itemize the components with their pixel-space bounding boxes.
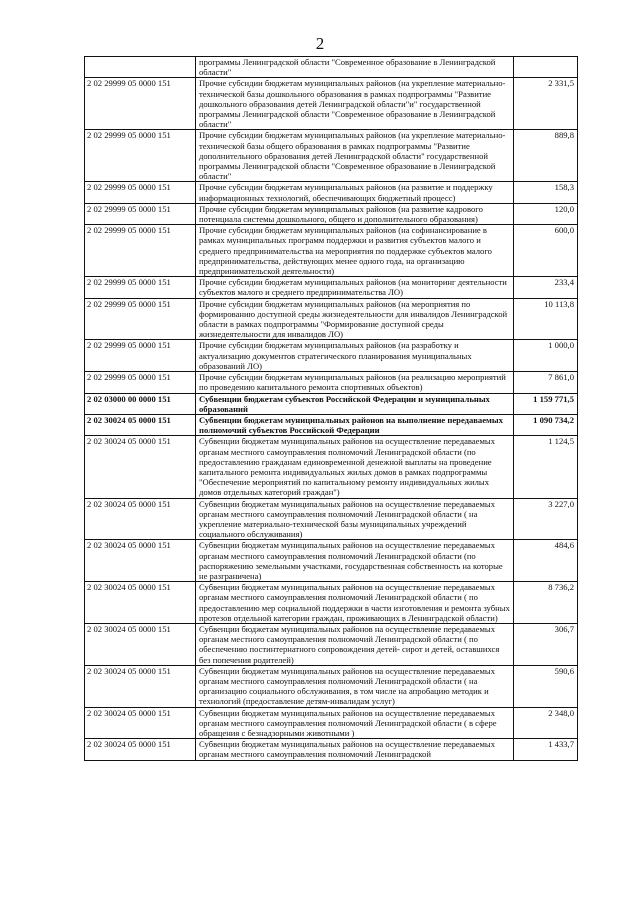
amount-cell: 120,0: [514, 203, 578, 224]
table-row: [85, 414, 578, 435]
description-cell: Прочие субсидии бюджетам муниципальных районов (на мониторинг деятельности субъектов малого и среднего предпринимательства ЛО): [196, 277, 514, 298]
amount-cell: 1 090 734,2: [514, 414, 578, 435]
budget-code-cell: 2 02 30024 05 0000 151: [85, 665, 196, 707]
description-cell: Субвенции бюджетам муниципальных районов на осуществление передаваемых органам местного самоуправления полномочий Ленинградской: [196, 739, 514, 760]
amount-cell: 889,8: [514, 130, 578, 182]
amount-cell: 600,0: [514, 225, 578, 277]
table-row: [85, 498, 578, 540]
description-cell: Прочие субсидии бюджетам муниципальных районов (на софинансирование в рамках муниципальных программ поддержки и развития субъектов малого и среднего предпринимательства на мероприятия по поддержке субъектов малого предпринимательства, действующих менее одного года, на организацию предпринимательской деятельности): [196, 225, 514, 277]
table-row: [85, 130, 578, 182]
budget-code-cell: [85, 57, 196, 78]
amount-cell: 158,3: [514, 182, 578, 203]
description-cell: Прочие субсидии бюджетам муниципальных районов (на укрепление материально-технической базы общего образования в рамках подпрограммы "Развитие дополнительного образования детей Ленинградской области" государственной программы Ленинградской области "Современное образование в Ленинградской области": [196, 130, 514, 182]
amount-cell: 484,6: [514, 540, 578, 582]
budget-code-cell: 2 02 29999 05 0000 151: [85, 298, 196, 340]
table-row: [85, 57, 578, 78]
budget-code-cell: 2 02 30024 05 0000 151: [85, 498, 196, 540]
table-row: [85, 540, 578, 582]
budget-code-cell: 2 02 29999 05 0000 151: [85, 78, 196, 130]
budget-code-cell: 2 02 30024 05 0000 151: [85, 623, 196, 665]
budget-code-cell: 2 02 29999 05 0000 151: [85, 340, 196, 372]
table-row: [85, 78, 578, 130]
table-body: [85, 57, 578, 761]
budget-code-cell: 2 02 29999 05 0000 151: [85, 203, 196, 224]
table-row: [85, 182, 578, 203]
description-cell: Субвенции бюджетам муниципальных районов на осуществление передаваемых органам местного самоуправления полномочий Ленинградской области ( на укрепление материально-технической базы муниципальных учреждений социального обслуживания): [196, 498, 514, 540]
budget-code-cell: 2 02 30024 05 0000 151: [85, 707, 196, 739]
amount-cell: 306,7: [514, 623, 578, 665]
description-cell: Прочие субсидии бюджетам муниципальных районов (на разработку и актуализацию документов стратегического планирования муниципальных образований ЛО): [196, 340, 514, 372]
amount-cell: 1 000,0: [514, 340, 578, 372]
amount-cell: 3 227,0: [514, 498, 578, 540]
amount-cell: 233,4: [514, 277, 578, 298]
budget-code-cell: 2 02 30024 05 0000 151: [85, 582, 196, 624]
table-row: [85, 203, 578, 224]
amount-cell: 7 861,0: [514, 372, 578, 393]
amount-cell: 1 124,5: [514, 436, 578, 498]
table-row: [85, 340, 578, 372]
table-row: [85, 298, 578, 340]
budget-code-cell: 2 02 30024 05 0000 151: [85, 436, 196, 498]
description-cell: Прочие субсидии бюджетам муниципальных районов (на развитие и поддержку информационных технологий, обеспечивающих бюджетный процесс): [196, 182, 514, 203]
amount-cell: 1 433,7: [514, 739, 578, 760]
amount-cell: 2 348,0: [514, 707, 578, 739]
amount-cell: [514, 57, 578, 78]
table-row: [85, 707, 578, 739]
page-number: 2: [315, 34, 325, 53]
budget-code-cell: 2 02 29999 05 0000 151: [85, 372, 196, 393]
table-row: [85, 277, 578, 298]
revenue-table: [84, 56, 578, 761]
table-row: [85, 436, 578, 498]
budget-code-cell: 2 02 30024 05 0000 151: [85, 540, 196, 582]
description-cell: Субвенции бюджетам муниципальных районов на осуществление передаваемых органам местного самоуправления полномочий Ленинградской области ( по предоставлению мер социальной поддержки в части изготовления и ремонта зубных протезов отдельной категории граждан, проживающих в Ленинградской области): [196, 582, 514, 624]
description-cell: Субвенции бюджетам муниципальных районов на осуществление передаваемых органам местного самоуправления полномочий Ленинградской области (по предоставлению гражданам единовременной денежной выплаты на проведение капитального ремонта индивидуальных жилых домов в рамках подпрограммы "Обеспечение мероприятий по капитальному ремонту индивидуальных жилых домов отдельных категорий граждан"): [196, 436, 514, 498]
description-cell: программы Ленинградской области "Современное образование в Ленинградской области": [196, 57, 514, 78]
amount-cell: 2 331,5: [514, 78, 578, 130]
description-cell: Субвенции бюджетам субъектов Российской Федерации и муниципальных образований: [196, 393, 514, 414]
description-cell: Прочие субсидии бюджетам муниципальных районов (на реализацию мероприятий по проведению капитального ремонта спортивных объектов): [196, 372, 514, 393]
amount-cell: 8 736,2: [514, 582, 578, 624]
table-row: [85, 582, 578, 624]
budget-code-cell: 2 02 29999 05 0000 151: [85, 225, 196, 277]
table-row: [85, 225, 578, 277]
table-row: [85, 739, 578, 760]
table-row: [85, 665, 578, 707]
description-cell: Субвенции бюджетам муниципальных районов на осуществление передаваемых органам местного самоуправления полномочий Ленинградской области ( в сфере обращения с безнадзорными животными ): [196, 707, 514, 739]
budget-code-cell: 2 02 03000 00 0000 151: [85, 393, 196, 414]
amount-cell: 10 113,8: [514, 298, 578, 340]
description-cell: Субвенции бюджетам муниципальных районов на осуществление передаваемых органам местного самоуправления полномочий Ленинградской области ( на организацию социального обслуживания, в том числе на апробацию методик и технологий (предоставление детям-инвалидам услуг): [196, 665, 514, 707]
amount-cell: 1 159 771,5: [514, 393, 578, 414]
amount-cell: 590,6: [514, 665, 578, 707]
table-row: [85, 393, 578, 414]
budget-code-cell: 2 02 30024 05 0000 151: [85, 414, 196, 435]
table-row: [85, 623, 578, 665]
budget-code-cell: 2 02 29999 05 0000 151: [85, 182, 196, 203]
description-cell: Прочие субсидии бюджетам муниципальных районов (на развитие кадрового потенциала системы дошкольного, общего и дополнительного образования): [196, 203, 514, 224]
description-cell: Субвенции бюджетам муниципальных районов на осуществление передаваемых органам местного самоуправления полномочий Ленинградской области (по распоряжению земельными участками, государственная собственность на которые не разграничена): [196, 540, 514, 582]
description-cell: Прочие субсидии бюджетам муниципальных районов (на мероприятия по формированию доступной среды жизнедеятельности для инвалидов Ленинградской области в рамках подпрограммы "Формирование доступной среды жизнедеятельности для инвалидов ЛО): [196, 298, 514, 340]
budget-code-cell: 2 02 29999 05 0000 151: [85, 277, 196, 298]
table-row: [85, 372, 578, 393]
description-cell: Прочие субсидии бюджетам муниципальных районов (на укрепление материально-технической базы дошкольного образования в рамках подпрограммы "Развитие дошкольного образования детей Ленинградской области"и" государственной программы Ленинградской области "Современное образование в Ленинградской области": [196, 78, 514, 130]
budget-code-cell: 2 02 30024 05 0000 151: [85, 739, 196, 760]
description-cell: Субвенции бюджетам муниципальных районов на осуществление передаваемых органам местного самоуправления полномочий Ленинградской области ( по обеспечению постинтернатного сопровождения детей- сирот и детей, оставшихся без попечения родителей): [196, 623, 514, 665]
budget-code-cell: 2 02 29999 05 0000 151: [85, 130, 196, 182]
description-cell: Субвенции бюджетам муниципальных районов на выполнение передаваемых полномочий субъектов Российской Федерации: [196, 414, 514, 435]
